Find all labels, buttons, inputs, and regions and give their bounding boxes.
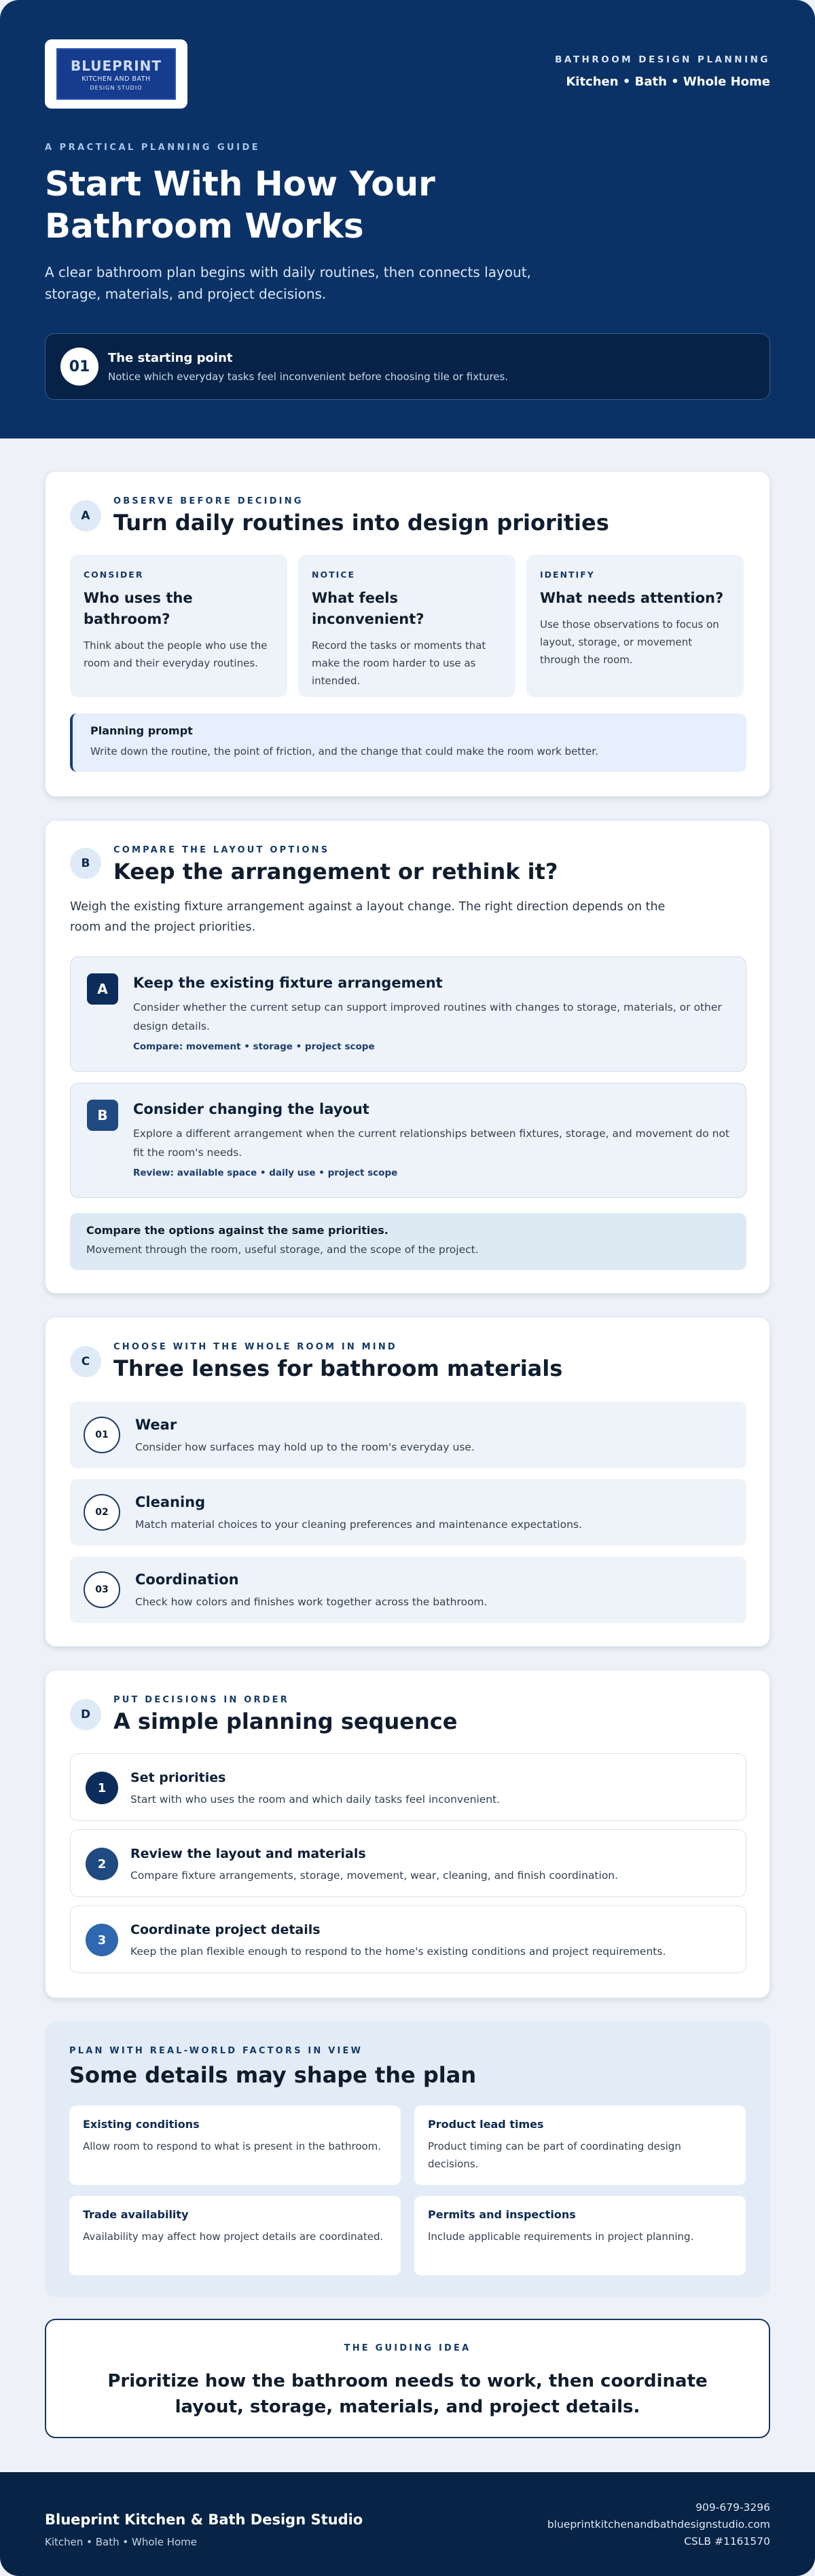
detail-title: Existing conditions xyxy=(83,2118,200,2131)
guiding-idea-text: Prioritize how the bathroom needs to work, then coordinate layout, storage, materials, and project details. xyxy=(107,2371,708,2417)
option-keep-arrangement xyxy=(70,956,746,1072)
step-number: 3 xyxy=(86,1924,118,1956)
planning-prompt-title: Planning prompt xyxy=(90,724,193,737)
section-a-title: Turn daily routines into design priorities xyxy=(113,510,609,536)
column-eyebrow: NOTICE xyxy=(312,570,355,580)
column-desc: Record the tasks or moments that make the room harder to use as intended. xyxy=(312,639,486,687)
compare-callout xyxy=(70,1213,746,1270)
hero-lede: A clear bathroom plan begins with daily routines, then connects layout, storage, materials, and project decisions. xyxy=(45,264,531,302)
step-title: Set priorities xyxy=(130,1770,226,1785)
section-b-card xyxy=(45,820,770,1294)
step-title: Review the layout and materials xyxy=(130,1846,366,1861)
lens-desc: Check how colors and finishes work together across the bathroom. xyxy=(135,1596,488,1608)
compare-title: Compare the options against the same priorities. xyxy=(86,1224,388,1237)
detail-desc: Availability may affect how project details are coordinated. xyxy=(83,2230,384,2243)
section-b-eyebrow: COMPARE THE LAYOUT OPTIONS xyxy=(113,845,330,855)
lens-number: 01 xyxy=(84,1417,120,1453)
lens-title: Wear xyxy=(135,1417,177,1433)
lens-title: Coordination xyxy=(135,1571,239,1588)
option-badge: A xyxy=(87,973,118,1005)
sequence-step xyxy=(70,1905,746,1973)
routine-columns xyxy=(70,555,744,697)
sequence-step xyxy=(70,1829,746,1897)
sequence-step xyxy=(70,1753,746,1821)
option-change-layout xyxy=(70,1083,746,1198)
logo-main-text: BLUEPRINT xyxy=(70,57,162,74)
lens-number: 03 xyxy=(84,1571,120,1608)
option-footnote: Review: available space • daily use • project scope xyxy=(133,1168,398,1178)
column-title: What feels inconvenient? xyxy=(312,590,424,627)
guiding-idea xyxy=(45,2319,770,2438)
detail-desc: Include applicable requirements in project planning. xyxy=(428,2230,694,2243)
logo[interactable] xyxy=(45,39,187,109)
footer-license: CSLB #1161570 xyxy=(684,2535,770,2547)
lens-desc: Consider how surfaces may hold up to the room's everyday use. xyxy=(135,1441,475,1453)
lens-title: Cleaning xyxy=(135,1494,206,1510)
option-footnote: Compare: movement • storage • project scope xyxy=(133,1041,375,1052)
page-title: Start With How Your Bathroom Works xyxy=(45,164,435,246)
footer-website[interactable]: blueprintkitchenandbathdesignstudio.com xyxy=(547,2518,770,2531)
step-number: 2 xyxy=(86,1848,118,1880)
lens-wear xyxy=(70,1402,746,1468)
column-title: Who uses the bathroom? xyxy=(84,590,193,627)
detail-desc: Allow room to respond to what is present in the bathroom. xyxy=(83,2140,382,2152)
step-title: Coordinate project details xyxy=(130,1922,321,1937)
detail-title: Product lead times xyxy=(428,2118,544,2131)
starting-point-number: 01 xyxy=(60,348,98,386)
footer-tagline: Kitchen • Bath • Whole Home xyxy=(45,2536,197,2548)
compare-desc: Movement through the room, useful storage, and the scope of the project. xyxy=(86,1244,479,1256)
starting-point-callout xyxy=(45,333,770,400)
lens-cleaning xyxy=(70,1479,746,1546)
column-notice xyxy=(298,555,515,697)
step-desc: Start with who uses the room and which daily tasks feel inconvenient. xyxy=(130,1793,501,1806)
footer xyxy=(0,2472,815,2576)
column-eyebrow: CONSIDER xyxy=(84,570,144,580)
section-a-card xyxy=(45,471,770,797)
detail-card xyxy=(414,2106,746,2185)
starting-point-text xyxy=(108,351,508,383)
detail-card xyxy=(69,2106,401,2185)
section-b-badge: B xyxy=(70,848,101,879)
header-category: BATHROOM DESIGN PLANNING xyxy=(555,54,770,65)
logo-sub-text-2: DESIGN STUDIO xyxy=(90,84,143,91)
hero-header xyxy=(0,0,815,438)
section-b-intro: Weigh the existing fixture arrangement against a layout change. The right direction depends on the room and the project priorities. xyxy=(70,900,666,934)
section-a-eyebrow: OBSERVE BEFORE DECIDING xyxy=(113,496,304,506)
section-d-badge: D xyxy=(70,1699,101,1730)
step-desc: Compare fixture arrangements, storage, movement, wear, cleaning, and finish coordination. xyxy=(130,1869,619,1882)
option-desc: Explore a different arrangement when the current relationships between fixtures, storage, and movement do not fit the room's needs. xyxy=(133,1127,730,1159)
option-title: Keep the existing fixture arrangement xyxy=(133,975,443,991)
footer-phone[interactable]: 909-679-3296 xyxy=(695,2501,770,2514)
guiding-idea-eyebrow: THE GUIDING IDEA xyxy=(344,2343,471,2353)
column-eyebrow: IDENTIFY xyxy=(540,570,595,580)
planning-prompt-desc: Write down the routine, the point of friction, and the change that could make the room work better. xyxy=(90,745,598,758)
column-desc: Think about the people who use the room and their everyday routines. xyxy=(84,639,268,669)
starting-point-desc: Notice which everyday tasks feel inconvenient before choosing tile or fixtures. xyxy=(108,370,509,383)
column-identify xyxy=(526,555,744,697)
lens-number: 02 xyxy=(84,1494,120,1531)
step-desc: Keep the plan flexible enough to respond to the home's existing conditions and project requirements. xyxy=(130,1945,666,1958)
hero-right xyxy=(555,54,770,89)
lens-desc: Match material choices to your cleaning preferences and maintenance expectations. xyxy=(135,1518,582,1531)
section-c-badge: C xyxy=(70,1346,101,1377)
section-c-eyebrow: CHOOSE WITH THE WHOLE ROOM IN MIND xyxy=(113,1342,397,1352)
column-consider xyxy=(70,555,287,697)
option-desc: Consider whether the current setup can support improved routines with changes to storage, materials, or other design details. xyxy=(133,1001,722,1032)
lens-coordination xyxy=(70,1556,746,1623)
option-badge: B xyxy=(87,1100,118,1131)
option-title: Consider changing the layout xyxy=(133,1101,369,1117)
details-eyebrow: PLAN WITH REAL-WORLD FACTORS IN VIEW xyxy=(69,2046,363,2056)
column-desc: Use those observations to focus on layout, storage, or movement through the room. xyxy=(540,618,719,666)
logo-mark xyxy=(56,48,176,100)
column-title: What needs attention? xyxy=(540,590,724,606)
section-d-eyebrow: PUT DECISIONS IN ORDER xyxy=(113,1695,289,1705)
hero-eyebrow: A PRACTICAL PLANNING GUIDE xyxy=(45,143,261,153)
section-d-card xyxy=(45,1670,770,1998)
starting-point-title: The starting point xyxy=(108,350,233,365)
details-title: Some details may shape the plan xyxy=(69,2062,477,2088)
section-c-title: Three lenses for bathroom materials xyxy=(113,1356,563,1381)
detail-title: Trade availability xyxy=(83,2208,189,2221)
footer-contact xyxy=(547,2499,770,2550)
detail-card xyxy=(414,2196,746,2275)
detail-title: Permits and inspections xyxy=(428,2208,576,2221)
details-section xyxy=(45,2021,770,2297)
section-b-title: Keep the arrangement or rethink it? xyxy=(113,859,558,884)
section-a-badge: A xyxy=(70,500,101,531)
detail-card xyxy=(69,2196,401,2275)
footer-company-name: Blueprint Kitchen & Bath Design Studio xyxy=(45,2512,363,2528)
section-d-title: A simple planning sequence xyxy=(113,1709,458,1734)
logo-sub-text: KITCHEN AND BATH xyxy=(82,75,151,83)
planning-prompt xyxy=(70,713,746,772)
header-tagline: Kitchen • Bath • Whole Home xyxy=(566,75,770,89)
details-grid xyxy=(69,2106,746,2275)
step-number: 1 xyxy=(86,1772,118,1804)
detail-desc: Product timing can be part of coordinating design decisions. xyxy=(428,2140,681,2170)
section-c-card xyxy=(45,1317,770,1647)
